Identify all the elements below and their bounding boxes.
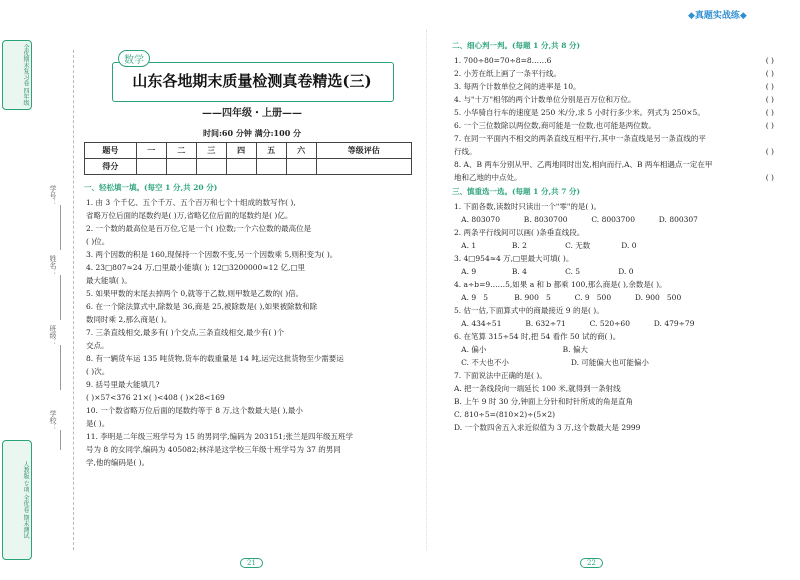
question-line: 2. 一个数的最高位是百万位,它是一个( )位数;一个六位数的最高位是 <box>86 224 312 233</box>
score-table-header-row <box>85 143 412 159</box>
score-cell[interactable] <box>136 159 166 175</box>
question-line: 7. 在同一平面内不相交的两条直线互相平行,其中一条直线是另一条直线的平 <box>454 134 706 143</box>
class-line <box>60 345 61 390</box>
question-line: 4. 23□807≈24 万,□里最小能填( ); 12□3200000≈12 亿,□里 <box>86 263 306 272</box>
question-line: 2. 两条平行线间可以画( )条垂直线段。 <box>454 228 585 237</box>
section2-title: 二、细心判一判。(每题 1 分,共 8 分) <box>452 41 581 50</box>
question-line: 6. 在一个除法算式中,除数是 36,商是 25,被除数是( ),如果被除数和除 <box>86 302 318 311</box>
cut-line <box>73 50 74 550</box>
option-line: C. 不大也不小 D. 可能偏大也可能偏小 <box>454 358 649 367</box>
score-header-cell: 题号 <box>85 143 137 159</box>
question-line: 地和乙地的中点处。 ( ) <box>454 173 774 182</box>
time-score-info: 时间:60 分钟 满分:100 分 <box>202 128 302 138</box>
score-header-cell: 等级评估 <box>316 143 411 159</box>
score-header-cell: 六 <box>286 143 316 159</box>
exam-title: 山东各地期末质量检测真卷精选(三) <box>132 72 372 90</box>
section3-body <box>454 200 774 434</box>
score-cell[interactable] <box>166 159 196 175</box>
question-line: 省略万位后面的尾数约是( )万,省略亿位后面的尾数约是( )亿。 <box>86 211 293 220</box>
question-line: 7. 下面说法中正确的是( )。 <box>454 371 547 380</box>
question-line: ( )×57<376 21×( )<408 ( )×28<169 <box>86 393 225 402</box>
question-line: ( )次。 <box>86 367 110 376</box>
question-line: 7. 三条直线相交,最多有( )个交点,三条直线相交,最少有( )个 <box>86 328 285 337</box>
score-header-cell: 五 <box>256 143 286 159</box>
class-label: 班级： <box>49 325 57 346</box>
question-line: 1. 由 3 个千亿、五个千万、五个百万和七个十组成的数写作( ), <box>86 198 296 207</box>
score-cell[interactable] <box>226 159 256 175</box>
option-line: A. 1 B. 2 C. 无数 D. 0 <box>454 241 637 250</box>
subject-badge: 数学 <box>118 50 150 67</box>
question-line: ( )位。 <box>86 237 110 246</box>
score-table <box>84 142 412 175</box>
question-line: 数同时乘 2,那么商是( )。 <box>86 315 172 324</box>
question-line: 5. 估一估,下面算式中的商最接近 9 的是( )。 <box>454 306 604 315</box>
question-line: 最大能填( )。 <box>86 276 132 285</box>
binding-strip <box>2 40 32 560</box>
question-line: 3. 4□954≈4 万,□里最大可填( )。 <box>454 254 574 263</box>
score-header-cell: 四 <box>226 143 256 159</box>
question-line: 1. 下面各数,读数时只读出一个"零"的是( )。 <box>454 202 602 211</box>
score-cell[interactable] <box>316 159 411 175</box>
score-header-cell: 三 <box>196 143 226 159</box>
question-line: 1. 700÷80=70÷8=8……6 ( ) <box>454 56 774 65</box>
question-line: 11. 李明是二年级三班学号为 15 的男同学,编码为 203151;张兰是四年级五班学 <box>86 432 354 441</box>
option-line: C. 810÷5=(810×2)÷(5×2) <box>454 410 556 419</box>
question-line: 5. 小华骑自行车的速度是 250 米/分,求 5 小时行多少米。列式为 250×5。 ( ) <box>454 108 774 117</box>
series-badge-top: 全优期末复习卷 四年级 <box>2 40 32 110</box>
question-line: 学,他的编码是( )。 <box>86 458 150 467</box>
name-line <box>60 275 61 320</box>
question-line: 2. 小芳在纸上画了一条平行线。 ( ) <box>454 69 774 78</box>
page-number-right: 22 <box>580 558 603 568</box>
option-line: B. 上午 9 时 30 分,钟面上分针和时针所成的角是直角 <box>454 397 634 406</box>
score-table-row <box>85 159 412 175</box>
question-line: 4. a÷b=9……5,如果 a 和 b 都乘 100,那么商是( ),余数是( )。 <box>454 280 667 289</box>
school-label: 学校： <box>49 410 57 431</box>
section1-body <box>86 196 416 469</box>
option-line: A. 9 B. 4 C. 5 D. 0 <box>454 267 634 276</box>
question-line: 5. 如果甲数的末尾去掉两个 0,就等于乙数,则甲数是乙数的( )倍。 <box>86 289 304 298</box>
question-line: 4. 与"十万"相邻的两个计数单位分别是百万位和万位。 ( ) <box>454 95 774 104</box>
question-line: 交点。 <box>86 341 109 350</box>
score-cell[interactable] <box>256 159 286 175</box>
score-cell[interactable] <box>196 159 226 175</box>
section1-title: 一、轻松填一填。(每空 1 分,共 20 分) <box>84 183 218 192</box>
question-line: 9. 括号里最大能填几? <box>86 380 160 389</box>
name-label: 姓名： <box>49 255 57 276</box>
page-divider <box>426 30 427 550</box>
score-header-cell: 一 <box>136 143 166 159</box>
student-id-line <box>60 205 61 250</box>
score-header-cell: 二 <box>166 143 196 159</box>
score-row-label: 得分 <box>85 159 137 175</box>
option-line: A. 偏小 B. 偏大 <box>454 345 588 354</box>
school-line <box>60 430 61 450</box>
question-line: 6. 在笔算 315÷54 时,把 54 看作 50 试的商( )。 <box>454 332 621 341</box>
question-line: 行线。 ( ) <box>454 147 774 156</box>
section2-body <box>454 54 774 184</box>
series-badge-bottom: 人教版 专项 全优卷 期末测试 <box>2 440 32 560</box>
option-line: A. 把一条线段向一端延长 100 米,就得到一条射线 <box>454 384 621 393</box>
option-line: A. 803070 B. 8030700 C. 8003700 D. 800307 <box>454 215 698 224</box>
question-line: 10. 一个数省略万位后面的尾数约等于 8 万,这个数最大是( ),最小 <box>86 406 303 415</box>
question-line: 3. 两个因数的积是 160,现保持一个因数不变,另一个因数乘 5,则积变为( )。 <box>86 250 338 259</box>
option-line: A. 9 5 B. 900 5 C. 9 500 D. 900 500 <box>454 293 682 302</box>
brand-banner: ◆真题实战练◆ <box>688 11 747 21</box>
question-line: 是( )。 <box>86 419 110 428</box>
question-line: 8. 有一辆货车运 135 吨货物,货车的载重量是 14 吨,运完这批货物至少需要运 <box>86 354 344 363</box>
option-line: D. 一个数四舍五入求近似值为 3 万,这个数最大是 2999 <box>454 423 641 432</box>
question-line: 号为 8 的女同学,编码为 405082;林洋是这学校三年级十班学号为 37 的男同 <box>86 445 341 454</box>
page-number-left: 21 <box>240 558 263 568</box>
option-line: A. 434÷51 B. 632÷71 C. 520÷60 D. 479÷79 <box>454 319 695 328</box>
section3-title: 三、慎重选一选。(每题 1 分,共 7 分) <box>452 187 581 196</box>
question-line: 8. A、B 两车分别从甲、乙两地同时出发,相向而行,A、B 两车相遇点一定在甲 <box>454 160 713 169</box>
score-cell[interactable] <box>286 159 316 175</box>
student-id-label: 学号： <box>49 185 57 206</box>
question-line: 6. 一个三位数除以两位数,商可能是一位数,也可能是两位数。 ( ) <box>454 121 774 130</box>
grade-label: ——四年级・上册—— <box>202 108 302 119</box>
question-line: 3. 每两个计数单位之间的进率是 10。 ( ) <box>454 82 774 91</box>
